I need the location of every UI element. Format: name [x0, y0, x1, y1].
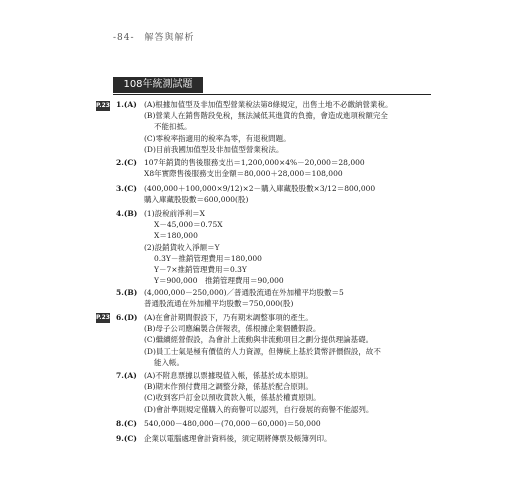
answer-line: Y－7×推銷管理費用＝0.3Y	[154, 265, 247, 275]
section-title: 108年統測試題	[113, 77, 203, 93]
answer-item	[116, 157, 421, 179]
answer-number: 6.(D)	[116, 313, 138, 322]
answer-item	[116, 418, 421, 429]
answer-line: 企業以電腦處理會計資料後，須定期將傳票及帳簿列印。	[144, 434, 332, 443]
answer-number: 3.(C)	[116, 184, 137, 193]
answer-line: (1)設稅前淨利＝X	[144, 209, 205, 218]
answer-line: Y＝900,000 推銷管理費用＝90,000	[154, 276, 284, 286]
answer-line: (B)營業人在銷售階段免稅，無法減低其進貨的負擔，會造成進項稅額完全	[144, 111, 388, 121]
answer-number: 2.(C)	[116, 158, 137, 167]
page-reference-tag: P.231	[96, 102, 115, 109]
answer-line: (A)在會計期間假設下，乃有期末調整事項的產生。	[144, 313, 313, 322]
answer-item	[116, 287, 421, 309]
answer-line: (B)母子公司應編製合併報表，係根據企業個體假設。	[144, 324, 321, 334]
answer-line: X＝180,000	[154, 231, 198, 241]
answer-item	[116, 312, 421, 368]
answer-line: 540,000－480,000－(70,000－60,000)＝50,000	[144, 419, 321, 428]
answer-number: 7.(A)	[116, 371, 137, 380]
answer-line: X－45,000＝0.75X	[154, 220, 223, 230]
answer-line: (B)期末作預付費用之調整分錄，係基於配合原則。	[144, 382, 313, 392]
answer-item	[116, 433, 421, 444]
answer-number: 5.(B)	[116, 288, 138, 297]
answer-line: (A)根據加值型及非加值型營業稅法第8條規定，出售土地不必繳納營業稅。	[144, 100, 393, 109]
answer-line: (C)收到客戶訂金以預收貨款入帳，係基於權責原則。	[144, 393, 321, 403]
answer-line: X8年實際售後服務支出金額＝80,000＋28,000＝108,000	[144, 169, 343, 179]
answer-number: 9.(C)	[116, 434, 137, 443]
answer-number: 4.(B)	[116, 209, 138, 218]
section-divider	[113, 94, 431, 95]
answer-line: (D)目前我國加值型及非加值型營業稅法。	[144, 144, 284, 154]
answer-line: (400,000＋100,000×9/12)×2－購入庫藏股股數×3/12＝800,000	[144, 184, 376, 193]
answer-line: (D)會計準則規定僅購入的商譽可以認列，自行發展的商譽不能認列。	[144, 404, 374, 414]
answer-line: 不能扣抵。	[154, 122, 192, 132]
answer-line: 107年銷貨的售後服務支出＝1,200,000×4%－20,000＝28,000	[144, 158, 365, 167]
answer-line: (C)零稅率指適用的稅率為零，有退稅問題。	[144, 133, 291, 143]
answer-line: 普通股流通在外加權平均股數＝750,000(股)	[144, 299, 294, 309]
answer-item	[116, 208, 421, 286]
page-header: -84- 解答與解析	[113, 33, 195, 43]
answer-line: (A)不附息票據以票據現值入帳，係基於成本原則。	[144, 371, 313, 380]
answer-line: (4,000,000－250,000)／普通股流通在外加權平均股數＝5	[144, 288, 344, 297]
answer-item	[116, 99, 421, 155]
answer-item	[116, 370, 421, 415]
answer-line: (2)設銷貨收入淨額＝Y	[144, 242, 220, 252]
answer-line: (D)員工士氣是極有價值的人力資源，但傳統上基於貨幣評價假設，故不	[144, 346, 381, 356]
answer-number: 1.(A)	[116, 100, 137, 109]
answer-item	[116, 183, 421, 205]
answer-line: 0.3Y－推銷管理費用＝180,000	[154, 253, 262, 263]
answer-line: (C)繼續經營假設，為會計上流動與非流動項目之劃分提供理論基礎。	[144, 335, 374, 345]
answer-line: 購入庫藏股股數＝600,000(股)	[144, 195, 249, 205]
page-reference-tag: P.232	[96, 314, 115, 321]
answer-line: 能入帳。	[154, 357, 184, 367]
answer-number: 8.(C)	[116, 419, 137, 428]
